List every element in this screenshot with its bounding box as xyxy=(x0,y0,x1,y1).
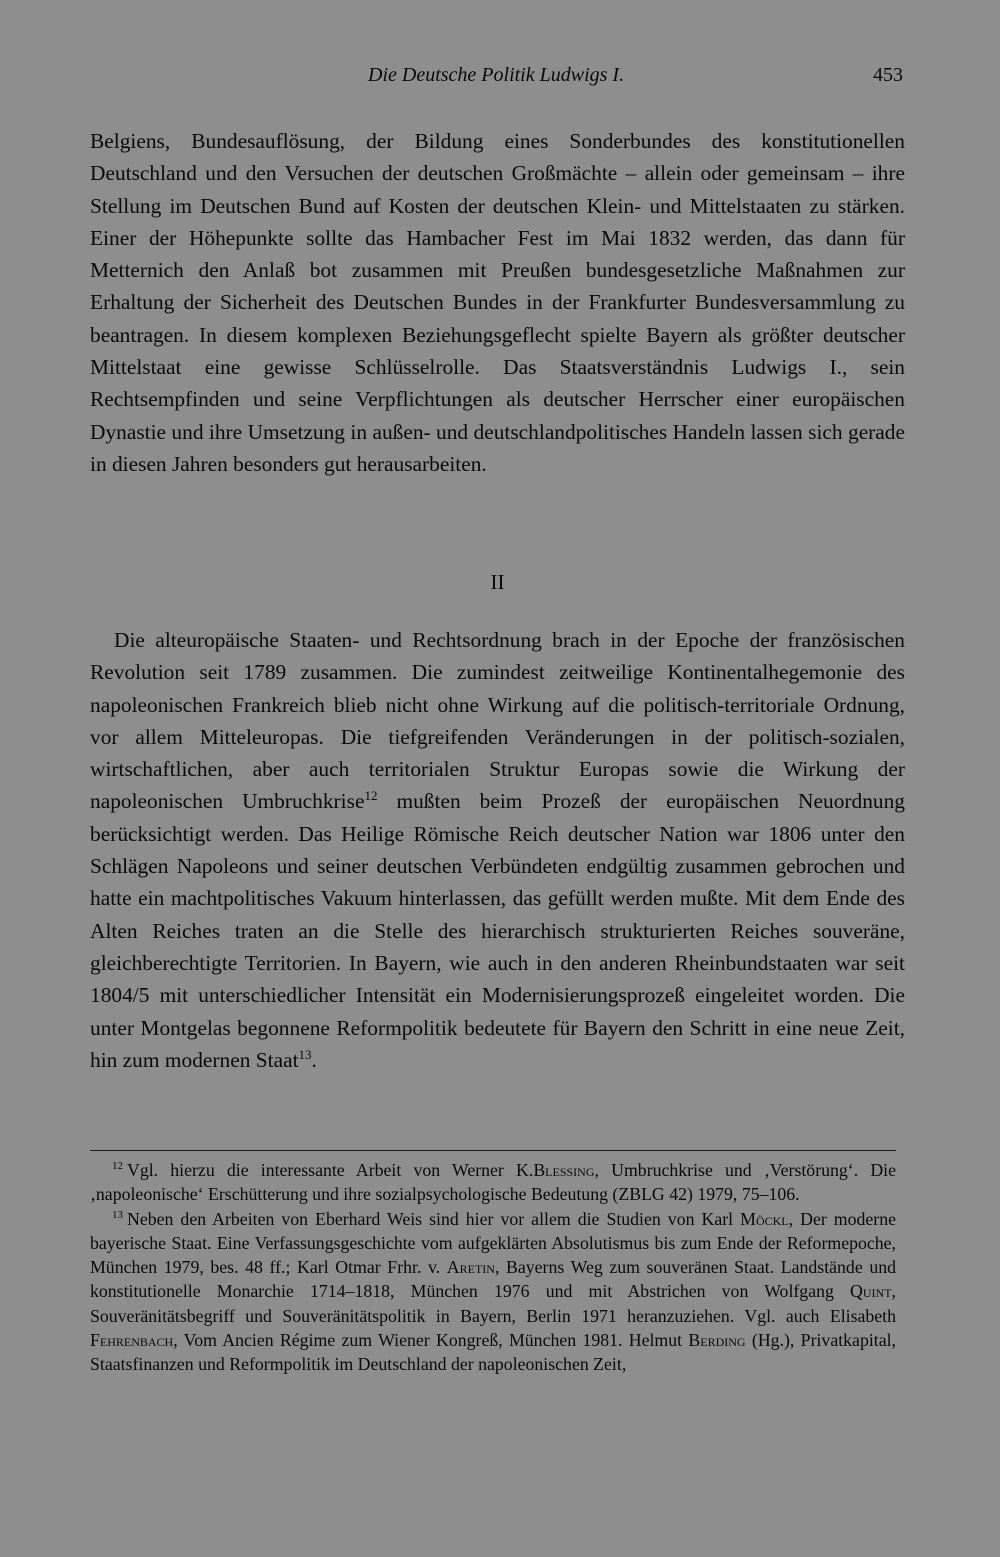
author-name: Blessing xyxy=(533,1160,595,1180)
running-title: Die Deutsche Politik Ludwigs I. xyxy=(368,64,625,86)
footnote-text: , Umbruchkrise und ‚Verstörung‘. Die ‚napoleonische‘ Erschütterung und ihre sozialpsychologische Bedeutung (ZBLG 42) 1979, 75–106. xyxy=(90,1160,896,1205)
footnote-ref-12: 12 xyxy=(364,788,378,804)
footnote-text: Neben den Arbeiten von Eberhard Weis sind hier vor allem die Studien von Karl xyxy=(127,1208,741,1229)
paragraph-2-part-3: . xyxy=(311,1047,317,1072)
paragraph-2-part-2: mußten beim Prozeß der europäischen Neuordnung berücksichtigt werden. Das Heilige Römische Reich deutscher Nation war 1806 unter den Schlägen Napoleons und seiner deutschen Verbündeten endgültig zusammen gebrochen und hatte ein machtpolitisches Vakuum hinterlassen, das gefüllt werden mußte. Mit dem Ende des Alten Reiches traten an die Stelle des hierarchisch strukturierten Reiches souveräne, gleichberechtigte Territorien. In Bayern, wie auch in den anderen Rheinbundstaaten war seit 1804/5 mit unterschiedlicher Intensität ein Modernisierungsprozeß eingeleitet worden. Die unter Montgelas begonnene Reformpolitik bedeutete für Bayern den Schritt in eine neue Zeit, hin zum modernen Staat xyxy=(90,789,905,1072)
paragraph-1: Belgiens, Bundesauflösung, der Bildung eines Sonderbundes des konstitutionellen Deutschland und den Versuchen der deutschen Großmächte – allein oder gemeinsam – ihre Stellung im Deutschen Bund auf Kosten der deutschen Klein- und Mittelstaaten zu stärken. Einer der Höhepunkte sollte das Hambacher Fest im Mai 1832 werden, das dann für Metternich den Anlaß bot zusammen mit Preußen bundesgesetzliche Maßnahmen zur Erhaltung der Sicherheit des Deutschen Bundes in der Frankfurter Bundesversammlung zu beantragen. In diesem komplexen Beziehungsgeflecht spielte Bayern als größter deutscher Mittelstaat eine gewisse Schlüsselrolle. Das Staatsverständnis Ludwigs I., sein Rechtsempfinden und seine Verpflichtungen als deutscher Herrscher einer europäischen Dynastie und ihre Umsetzung in außen- und deutschlandpolitisches Handeln lassen sich gerade in diesen Jahren besonders gut herausarbeiten. xyxy=(90,129,905,476)
footnote-12 xyxy=(90,1158,896,1207)
footnote-ref-13: 13 xyxy=(298,1046,312,1062)
footnote-text: (Hg.), Privatkapital, Staatsfinanzen und Reformpolitik im Deutschland der napoleonischen Zeit, xyxy=(90,1330,896,1375)
footnote-text: , Der moderne bayerische Staat. Eine Verfassungsgeschichte vom aufgeklärten Absolutismus bis zum Ende der Reformepoche, München 1979, bes. 48 ff.; Karl Otmar Frhr. v. xyxy=(90,1208,896,1278)
author-name: Fehrenbach xyxy=(90,1330,174,1351)
author-name: Möckl xyxy=(740,1208,789,1229)
footnote-text: , Souveränitätsbegriff und Souveränitätspolitik in Bayern, Berlin 1971 heranzuziehen. Vgl. auch Elisabeth xyxy=(90,1281,896,1326)
section-heading: II xyxy=(490,570,505,594)
author-name: Quint xyxy=(850,1281,892,1302)
footnote-13 xyxy=(90,1207,896,1377)
author-name: Berding xyxy=(688,1330,746,1351)
footnote-text: , Bayerns Weg zum souveränen Staat. Landstände und konstitutionelle Monarchie 1714–1818, München 1976 und mit Abstrichen von Wolfgang xyxy=(90,1257,896,1302)
footnote-number: 12 xyxy=(112,1160,123,1172)
paragraph-2-part-1: Die alteuropäische Staaten- und Rechtsordnung brach in der Epoche der französischen Revolution seit 1789 zusammen. Die zumindest zeitweilige Kontinentalhegemonie des napoleonischen Frankreich blieb nicht ohne Wirkung auf die politisch-territoriale Ordnung, vor allem Mitteleuropas. Die tiefgreifenden Veränderungen in der politisch-sozialen, wirtschaftlichen, aber auch territorialen Struktur Europas sowie die Wirkung der napoleonischen Umbruchkrise xyxy=(90,628,905,814)
footnote-text: , Vom Ancien Régime zum Wiener Kongreß, München 1981. Helmut xyxy=(173,1330,689,1351)
paragraph-2 xyxy=(90,624,905,1076)
footnote-number: 13 xyxy=(112,1208,123,1221)
footnotes xyxy=(90,1158,896,1377)
page-number: 453 xyxy=(873,64,903,86)
running-head xyxy=(90,62,905,92)
footnote-separator xyxy=(90,1150,896,1151)
author-name: Aretin xyxy=(446,1257,495,1278)
footnote-text: Vgl. hierzu die interessante Arbeit von Werner K. xyxy=(127,1160,534,1180)
